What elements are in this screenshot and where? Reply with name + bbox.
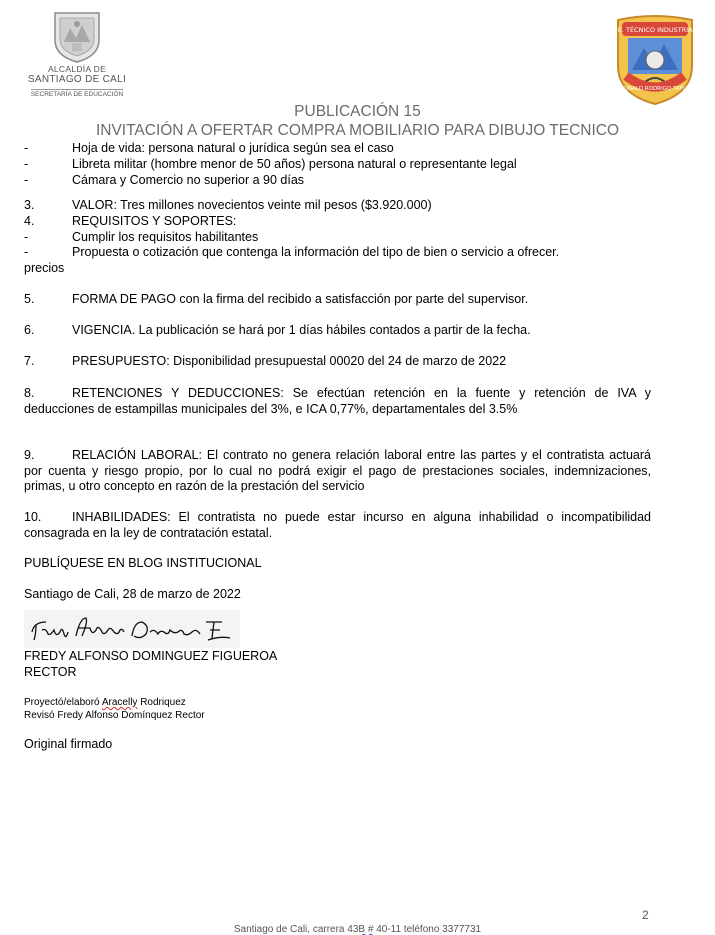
list-item [24,173,651,188]
publication-subtitle: INVITACIÓN A OFERTAR COMPRA MOBILIARIO PARA DIBUJO TECNICO [95,122,620,139]
alcaldia-line3: SECRETARÍA DE EDUCACIÓN [30,91,124,98]
list-text: Propuesta o cotización que contenga la información del tipo de bien o servicio a ofrecer. [72,245,560,259]
signer-role: RECTOR [24,665,77,679]
footer-mid: B # [358,924,374,935]
section-number: 8. [24,386,35,400]
list-marker: - [24,173,29,187]
section-number: 7. [24,354,35,368]
section-relacion-laboral [24,448,651,495]
section-number: 4. [24,214,35,228]
projected-name: Aracelly [101,697,138,708]
list-marker: - [24,141,29,155]
list-text: Hoja de vida: persona natural o jurídica según sea el caso [72,141,394,155]
school-crest-icon [612,14,698,106]
section-inhabilidades [24,510,651,541]
section-number: 10. [24,510,42,524]
section-requisitos [24,214,651,229]
section-text: RELACIÓN LABORAL: El contrato no genera relación laboral entre las partes y el contratista actuará por cuenta y riesgo propio, por lo cual no podrá exigir el pago de prestaciones sociales, indemnizaciones, primas, u otro concepto en razón de la prestación del servicio [24,448,651,493]
section-text: RETENCIONES Y DEDUCCIONES: Se efectúan retención en la fuente y retención de IVA y deducciones de estampillas municipales del 3%, e ICA 0,77%, departamentales del 3.5% [24,386,651,416]
footer-address [0,924,715,935]
original-signed: Original firmado [24,737,113,751]
footer-prefix: Santiago de Cali, carrera 43 [233,924,359,935]
section-text: PRESUPUESTO: Disponibilidad presupuestal 00020 del 24 de marzo de 2022 [72,354,507,368]
section-number: 5. [24,292,35,306]
handwritten-signature [24,610,240,648]
list-item [24,157,651,172]
reviewed-by: Revisó Fredy Alfonso Domínquez Rector [24,710,205,721]
section-text: REQUISITOS Y SOPORTES: [72,214,237,228]
projected-prefix: Proyectó/elaboró [24,697,100,708]
requisitos-continuation: precios [24,261,65,275]
section-number: 6. [24,323,35,337]
list-item [24,230,651,245]
list-text: Cámara y Comercio no superior a 90 días [72,173,305,187]
footer-suffix: 40-11 teléfono 3377731 [373,924,482,935]
list-marker: - [24,245,29,259]
section-presupuesto [24,354,651,369]
list-text: Libreta militar (hombre menor de 50 años) persona natural o representante legal [72,157,517,171]
page-number: 2 [642,908,649,922]
list-text: Cumplir los requisitos habilitantes [72,230,259,244]
section-text: INHABILIDADES: El contratista no puede estar incurso en alguna inhabilidad o incompatibilidad consagrada en la ley de contratación estatal. [24,510,651,540]
alcaldia-line1: ALCALDÍA DE [47,64,107,74]
publication-title: PUBLICACIÓN 15 [294,103,421,120]
alcaldia-line2: SANTIAGO DE CALI [27,74,127,85]
svg-text:DONALD RODRIGO TAFUR: DONALD RODRIGO TAFUR [619,86,691,92]
school-logo [612,14,698,106]
list-item [24,141,651,156]
section-retenciones [24,386,651,417]
signer-name: FREDY ALFONSO DOMINGUEZ FIGUEROA [24,649,278,663]
section-number: 9. [24,448,35,462]
alcaldia-logo [22,10,132,99]
list-item [24,245,651,260]
section-vigencia [24,323,651,338]
publish-notice: PUBLÍQUESE EN BLOG INSTITUCIONAL [24,556,262,570]
section-text: VIGENCIA. La publicación se hará por 1 días hábiles contados a partir de la fecha. [72,323,531,337]
section-text: VALOR: Tres millones novecientos veinte mil pesos ($3.920.000) [72,198,432,212]
section-forma-pago [24,292,651,307]
section-number: 3. [24,198,35,212]
list-marker: - [24,157,29,171]
projected-suffix: Rodriquez [140,697,186,708]
place-date: Santiago de Cali, 28 de marzo de 2022 [24,587,241,601]
list-marker: - [24,230,29,244]
section-text: FORMA DE PAGO con la firma del recibido a satisfacción por parte del supervisor. [72,292,529,306]
city-seal-icon [52,10,102,64]
section-valor [24,198,651,213]
svg-text:I.E. TÉCNICO INDUSTRIAL: I.E. TÉCNICO INDUSTRIAL [613,26,697,34]
